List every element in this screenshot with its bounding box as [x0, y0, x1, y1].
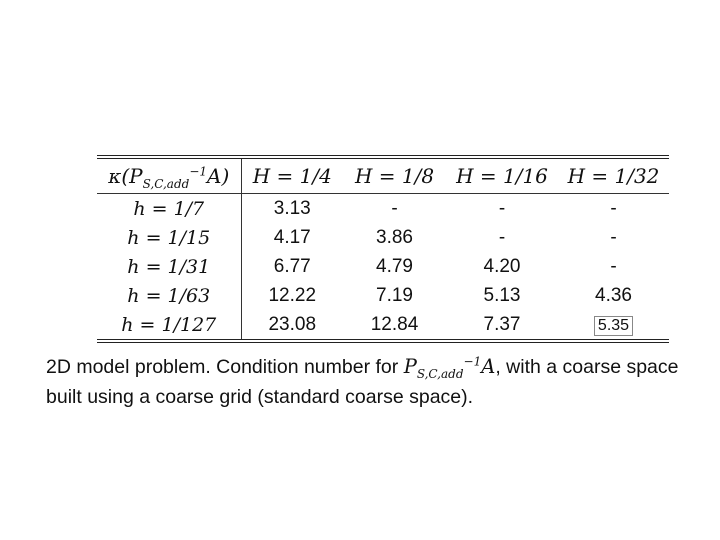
- table-cell: 7.37: [483, 313, 521, 335]
- table-cell: 7.19: [376, 284, 413, 306]
- table-row: [97, 194, 669, 224]
- table-corner-label: $\kappa(P_{S,C,add}^{-1}A)$: [97, 159, 241, 194]
- table-cell: 23.08: [268, 313, 317, 335]
- caption-math-formula: $P_{S,C,add}^{-1}A$: [403, 354, 496, 381]
- table-row: [97, 252, 669, 281]
- table-header-row: [97, 159, 669, 194]
- table-cell: -: [610, 226, 617, 248]
- table-cell: 4.17: [273, 226, 311, 248]
- table-cell: 4.20: [483, 255, 521, 277]
- table-cell: -: [610, 255, 617, 277]
- caption-text-start: 2D model problem. Condition number for: [46, 356, 399, 378]
- table-cell: -: [498, 226, 506, 248]
- table-caption: [46, 352, 686, 412]
- row-header: h = 1/31: [97, 252, 241, 281]
- column-header: H = 1/32: [558, 159, 669, 194]
- table-cell: 3.13: [273, 197, 311, 219]
- column-header: H = 1/16: [446, 159, 558, 194]
- boxed-value: 5.35: [594, 316, 633, 336]
- table-row: [97, 310, 669, 339]
- table-cell: 6.77: [273, 255, 311, 277]
- table-cell: -: [391, 197, 398, 219]
- row-header: h = 1/63: [97, 281, 241, 310]
- table-cell: -: [610, 197, 617, 219]
- caption-text-end: , with a coarse space built using a coarse grid (standard coarse space).: [46, 356, 679, 408]
- table-row: [97, 223, 669, 252]
- table-cell: -: [498, 197, 506, 219]
- table-row: [97, 281, 669, 310]
- table-cell: 12.84: [370, 313, 419, 335]
- table-cell: 3.86: [376, 226, 413, 248]
- column-header: H = 1/8: [343, 159, 446, 194]
- results-table-container: [97, 155, 669, 343]
- table-cell: 4.36: [595, 284, 632, 306]
- row-header: h = 1/127: [97, 310, 241, 339]
- column-header: H = 1/4: [241, 159, 343, 194]
- table-cell: 4.79: [376, 255, 413, 277]
- table-cell: 5.13: [483, 284, 521, 306]
- table-cell: [558, 310, 669, 339]
- table-cell: 12.22: [268, 284, 317, 306]
- table-bottom-rule: [97, 339, 669, 343]
- condition-number-table: [97, 159, 669, 339]
- row-header: h = 1/15: [97, 223, 241, 252]
- row-header: h = 1/7: [97, 194, 241, 224]
